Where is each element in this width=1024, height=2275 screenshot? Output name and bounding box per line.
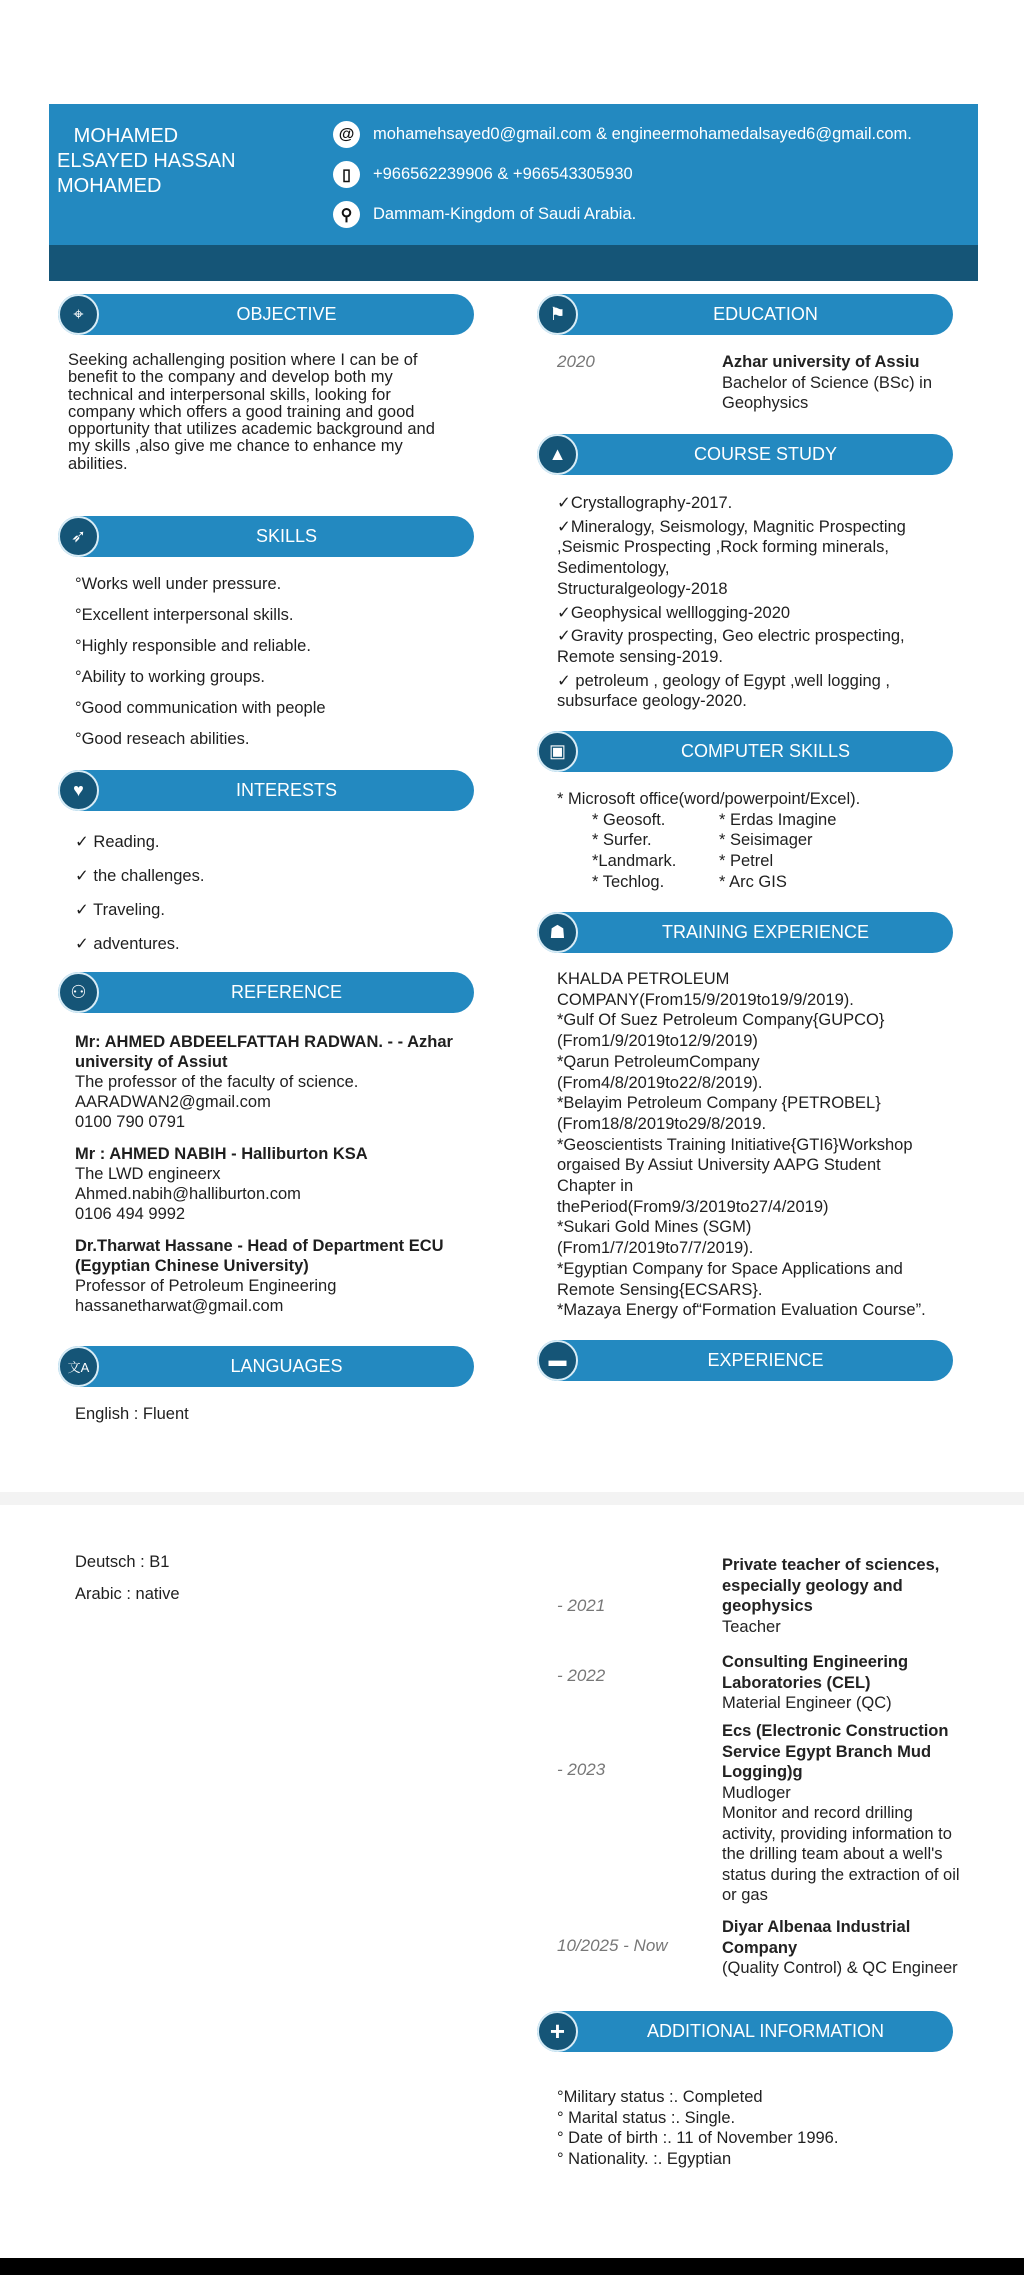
graduation-cap-icon: ▲ bbox=[537, 434, 578, 475]
computer-skills-columns bbox=[557, 810, 860, 893]
section-title: REFERENCE bbox=[230, 982, 342, 1002]
section-title: TRAINING EXPERIENCE bbox=[661, 922, 870, 942]
briefcase-icon: ▬ bbox=[537, 1340, 578, 1381]
skill-item: °Ability to working groups. bbox=[75, 668, 266, 686]
course-study-list bbox=[557, 493, 906, 712]
chip-icon: ▣ bbox=[537, 731, 578, 772]
objective-line: technical and interpersonal skills, looking for bbox=[68, 385, 391, 404]
skill-item: °Good reseach abilities. bbox=[75, 730, 250, 748]
reference-item bbox=[75, 1236, 475, 1316]
training-line: (From1/7/2019to7/7/2019). bbox=[557, 1239, 754, 1258]
reference-detail: The LWD engineerx bbox=[75, 1165, 221, 1183]
section-course-study bbox=[537, 434, 953, 475]
at-icon: @ bbox=[333, 121, 360, 148]
experience-role: (Quality Control) & QC Engineer bbox=[722, 1959, 958, 1977]
location-text: Dammam-Kingdom of Saudi Arabia. bbox=[373, 205, 637, 223]
medal-icon: ☗ bbox=[537, 912, 578, 953]
section-education bbox=[537, 294, 953, 335]
experience-title: Diyar Albenaa Industrial Company bbox=[722, 1918, 911, 1957]
section-languages bbox=[58, 1346, 474, 1387]
computer-skill-main: * Microsoft office(word/powerpoint/Excel). bbox=[557, 790, 861, 808]
computer-skill-item: * Petrel bbox=[719, 852, 774, 871]
experience-description: Monitor and record drilling activity, providing information to the drilling team about a well's status during the extraction of oil or gas bbox=[722, 1804, 960, 1904]
experience-date: - 2021 bbox=[557, 1596, 606, 1615]
interest-item: ✓ adventures. bbox=[75, 935, 180, 953]
reference-list bbox=[75, 1032, 475, 1328]
reference-name: Mr : AHMED NABIH - Halliburton KSA bbox=[75, 1145, 368, 1163]
section-skills bbox=[58, 516, 474, 557]
name-line: ELSAYED HASSAN bbox=[57, 150, 236, 172]
reference-item bbox=[75, 1032, 475, 1132]
course-line: ✓Gravity prospecting, Geo electric prospecting, bbox=[557, 627, 905, 646]
section-reference bbox=[58, 972, 474, 1013]
objective-line: benefit to the company and develop both my bbox=[68, 368, 393, 387]
training-line: orgaised By Assiut University AAPG Student bbox=[557, 1156, 881, 1175]
computer-skill-item: * Techlog. bbox=[592, 872, 665, 891]
training-line: *Qarun PetroleumCompany bbox=[557, 1052, 760, 1071]
heart-icon: ♥ bbox=[58, 770, 99, 811]
training-line: *Geoscientists Training Initiative{GTI6}Workshop bbox=[557, 1135, 913, 1154]
course-line: Remote sensing-2019. bbox=[557, 647, 724, 666]
language-arabic: Arabic : native bbox=[75, 1585, 180, 1603]
header-band bbox=[49, 245, 978, 281]
skill-item: °Good communication with people bbox=[75, 699, 326, 717]
rocket-icon: ➶ bbox=[58, 516, 99, 557]
page-break bbox=[0, 1492, 1024, 1505]
experience-date: - 2023 bbox=[557, 1760, 606, 1779]
additional-item: ° Date of birth :. 11 of November 1996. bbox=[557, 2129, 839, 2148]
course-line: subsurface geology-2020. bbox=[557, 692, 747, 711]
computer-skill-item: *Landmark. bbox=[592, 852, 677, 871]
objective-line: Seeking achallenging position where I can be of bbox=[68, 351, 418, 369]
email-text: mohamehsayed0@gmail.com & engineermohamedalsayed6@gmail.com. bbox=[373, 125, 912, 143]
training-line: thePeriod(From9/3/2019to27/4/2019) bbox=[557, 1197, 829, 1216]
computer-skill-item: * Surfer. bbox=[592, 831, 652, 850]
additional-item: ° Nationality. :. Egyptian bbox=[557, 2150, 732, 2169]
computer-skills-column bbox=[592, 810, 719, 893]
contact-email bbox=[333, 121, 912, 148]
users-icon: ⚇ bbox=[58, 972, 99, 1013]
training-line: *Gulf Of Suez Petroleum Company{GUPCO} bbox=[557, 1011, 885, 1030]
course-line: Structuralgeology-2018 bbox=[557, 579, 728, 598]
section-interests bbox=[58, 770, 474, 811]
phone-text: +966562239906 & +966543305930 bbox=[373, 165, 633, 183]
reference-detail: 0106 494 9992 bbox=[75, 1205, 186, 1223]
section-title: EDUCATION bbox=[713, 304, 818, 324]
section-title: EXPERIENCE bbox=[707, 1350, 824, 1370]
training-line: KHALDA PETROLEUM bbox=[557, 970, 730, 988]
training-line: (From1/9/2019to12/9/2019) bbox=[557, 1032, 758, 1051]
translate-icon: 文A bbox=[58, 1346, 99, 1387]
plus-icon: + bbox=[537, 2011, 578, 2052]
course-line: ✓Mineralogy, Seismology, Magnitic Prospecting bbox=[557, 517, 906, 536]
phone-icon: ▯ bbox=[333, 161, 360, 188]
skill-item: °Works well under pressure. bbox=[75, 575, 282, 593]
course-item bbox=[557, 603, 906, 624]
reference-name: Dr.Tharwat Hassane - Head of Department ECU (Egyptian Chinese University) bbox=[75, 1237, 444, 1275]
reference-detail: Professor of Petroleum Engineering bbox=[75, 1277, 337, 1295]
skill-item: °Excellent interpersonal skills. bbox=[75, 606, 294, 624]
bottom-bar bbox=[0, 2258, 1024, 2275]
section-experience bbox=[537, 1340, 953, 1381]
objective-text bbox=[68, 352, 435, 473]
interest-item: ✓ Reading. bbox=[75, 833, 160, 851]
section-title: COURSE STUDY bbox=[693, 444, 837, 464]
experience-item bbox=[722, 1555, 967, 1637]
course-item bbox=[557, 517, 906, 600]
experience-item bbox=[722, 1652, 967, 1714]
target-icon: ⌖ bbox=[58, 294, 99, 335]
experience-item bbox=[722, 1917, 967, 1979]
experience-title: Consulting Engineering Laboratories (CEL) bbox=[722, 1653, 909, 1692]
experience-title: Ecs (Electronic Construction Service Egypt Branch Mud Logging)g bbox=[722, 1722, 949, 1781]
additional-item: °Military status :. Completed bbox=[557, 2088, 763, 2106]
course-item bbox=[557, 671, 906, 712]
reference-detail: 0100 790 0791 bbox=[75, 1113, 186, 1131]
training-line: COMPANY(From15/9/2019to19/9/2019). bbox=[557, 990, 854, 1009]
reference-detail: Ahmed.nabih@halliburton.com bbox=[75, 1185, 301, 1203]
training-line: *Mazaya Energy of“Formation Evaluation Course”. bbox=[557, 1301, 926, 1320]
objective-line: my skills ,also give me chance to enhance my bbox=[68, 437, 403, 456]
computer-skill-item: * Erdas Imagine bbox=[719, 810, 837, 829]
section-objective bbox=[58, 294, 474, 335]
training-line: (From18/8/2019to29/8/2019. bbox=[557, 1114, 767, 1133]
computer-skills-column bbox=[719, 810, 846, 893]
section-title: LANGUAGES bbox=[230, 1356, 343, 1376]
training-line: *Sukari Gold Mines (SGM) bbox=[557, 1218, 752, 1237]
training-line: *Belayim Petroleum Company {PETROBEL} bbox=[557, 1094, 881, 1113]
experience-role: Material Engineer (QC) bbox=[722, 1694, 892, 1712]
objective-line: company which offers a good training and good bbox=[68, 402, 415, 421]
section-title: INTERESTS bbox=[235, 780, 337, 800]
section-training bbox=[537, 912, 953, 953]
objective-line: abilities. bbox=[68, 454, 128, 473]
contact-location bbox=[333, 201, 636, 228]
section-title: COMPUTER SKILLS bbox=[680, 741, 851, 761]
section-computer-skills bbox=[537, 731, 953, 772]
name-line: MOHAMED bbox=[57, 125, 179, 147]
reference-name: Mr: AHMED ABDEELFATTAH RADWAN. - - Azhar university of Assiut bbox=[75, 1033, 453, 1071]
section-title: ADDITIONAL INFORMATION bbox=[646, 2021, 884, 2041]
section-additional bbox=[537, 2011, 953, 2052]
computer-skills-list bbox=[557, 789, 860, 893]
course-line: Sedimentology, bbox=[557, 559, 670, 578]
computer-skill-item: * Seisimager bbox=[719, 831, 813, 850]
computer-skill-item: * Arc GIS bbox=[719, 872, 787, 891]
experience-title: Private teacher of sciences, especially geology and geophysics bbox=[722, 1556, 940, 1615]
course-line: ✓Crystallography-2017. bbox=[557, 494, 733, 512]
skills-list bbox=[75, 569, 326, 755]
reference-detail: AARADWAN2@gmail.com bbox=[75, 1093, 271, 1111]
resume-header bbox=[49, 104, 978, 281]
additional-info-list bbox=[557, 2087, 838, 2170]
experience-role: Mudloger bbox=[722, 1783, 791, 1802]
education-degree: Bachelor of Science (BSc) in Geophysics bbox=[722, 373, 933, 412]
interest-item: ✓ Traveling. bbox=[75, 901, 165, 919]
experience-date: - 2022 bbox=[557, 1666, 606, 1685]
interest-item: ✓ the challenges. bbox=[75, 867, 205, 885]
objective-line: opportunity that utilizes academic background and bbox=[68, 420, 435, 439]
training-list bbox=[557, 969, 926, 1321]
contact-phone bbox=[333, 161, 633, 188]
training-line: (From4/8/2019to22/8/2019). bbox=[557, 1073, 763, 1092]
course-item bbox=[557, 493, 906, 514]
education-school: Azhar university of Assiu bbox=[722, 353, 920, 371]
training-line: *Egyptian Company for Space Applications and bbox=[557, 1259, 903, 1278]
course-item bbox=[557, 626, 906, 667]
graduate-icon: ⚑ bbox=[537, 294, 578, 335]
course-line: ✓ petroleum , geology of Egypt ,well logging , bbox=[557, 671, 891, 690]
candidate-name bbox=[57, 124, 257, 199]
additional-item: ° Marital status :. Single. bbox=[557, 2108, 736, 2127]
course-line: ✓Geophysical welllogging-2020 bbox=[557, 603, 791, 622]
language-deutsch: Deutsch : B1 bbox=[75, 1553, 170, 1571]
course-line: ,Seismic Prospecting ,Rock forming minerals, bbox=[557, 538, 889, 557]
section-title: SKILLS bbox=[255, 526, 318, 546]
training-line: Chapter in bbox=[557, 1177, 634, 1196]
location-pin-icon: ⚲ bbox=[333, 201, 360, 228]
reference-detail: hassanetharwat@gmail.com bbox=[75, 1297, 284, 1315]
language-english: English : Fluent bbox=[75, 1405, 189, 1423]
training-line: Remote Sensing{ECSARS}. bbox=[557, 1280, 763, 1299]
reference-item bbox=[75, 1144, 475, 1224]
experience-item bbox=[722, 1721, 967, 1906]
education-entry bbox=[722, 352, 967, 414]
computer-skill-item: * Geosoft. bbox=[592, 810, 666, 829]
reference-detail: The professor of the faculty of science. bbox=[75, 1073, 359, 1091]
experience-date: 10/2025 - Now bbox=[557, 1936, 668, 1955]
interests-list bbox=[75, 825, 204, 961]
section-title: OBJECTIVE bbox=[236, 304, 337, 324]
education-year: 2020 bbox=[557, 352, 595, 371]
experience-role: Teacher bbox=[722, 1617, 781, 1636]
skill-item: °Highly responsible and reliable. bbox=[75, 637, 311, 655]
name-line: MOHAMED bbox=[57, 175, 162, 197]
